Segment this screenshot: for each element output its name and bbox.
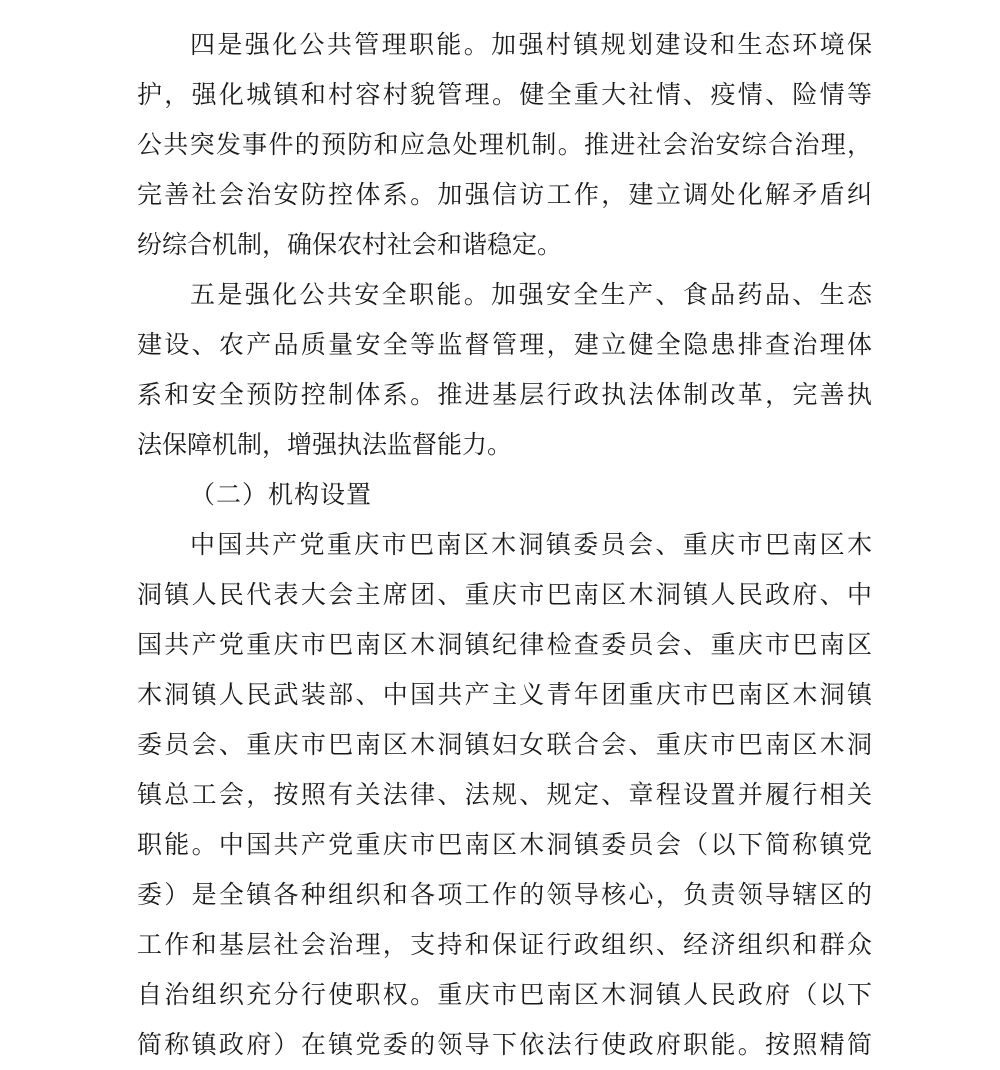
paragraph-line: 公共突发事件的预防和应急处理机制。推进社会治安综合治理， (137, 130, 872, 159)
paragraph-line: 纷综合机制，确保农村社会和谐稳定。 (137, 230, 563, 259)
section-heading: （二）机构设置 (190, 480, 373, 509)
paragraph-line: 护，强化城镇和村容村貌管理。健全重大社情、疫情、险情等 (137, 80, 872, 109)
paragraph-line: 工作和基层社会治理，支持和保证行政组织、经济组织和群众 (137, 930, 872, 959)
paragraph-line: 镇总工会，按照有关法律、法规、规定、章程设置并履行相关 (137, 780, 872, 809)
paragraph-line: 洞镇人民代表大会主席团、重庆市巴南区木洞镇人民政府、中 (137, 580, 872, 609)
paragraph-line: 法保障机制，增强执法监督能力。 (137, 430, 513, 459)
paragraph-line: 职能。中国共产党重庆市巴南区木洞镇委员会（以下简称镇党 (137, 830, 872, 859)
paragraph-line: 建设、农产品质量安全等监督管理，建立健全隐患排查治理体 (137, 330, 872, 359)
paragraph-line: 四是强化公共管理职能。加强村镇规划建设和生态环境保 (190, 30, 872, 59)
paragraph-line: 委）是全镇各种组织和各项工作的领导核心，负责领导辖区的 (137, 880, 872, 909)
paragraph-line: 五是强化公共安全职能。加强安全生产、食品药品、生态 (190, 280, 872, 309)
paragraph-line: 自治组织充分行使职权。重庆市巴南区木洞镇人民政府（以下 (137, 980, 872, 1009)
paragraph-line: 系和安全预防控制体系。推进基层行政执法体制改革，完善执 (137, 380, 872, 409)
paragraph-line: 委员会、重庆市巴南区木洞镇妇女联合会、重庆市巴南区木洞 (137, 730, 872, 759)
paragraph-line: 木洞镇人民武装部、中国共产主义青年团重庆市巴南区木洞镇 (137, 680, 872, 709)
paragraph-line: 完善社会治安防控体系。加强信访工作，建立调处化解矛盾纠 (137, 180, 872, 209)
paragraph-line: 国共产党重庆市巴南区木洞镇纪律检查委员会、重庆市巴南区 (137, 630, 872, 659)
paragraph-line: 中国共产党重庆市巴南区木洞镇委员会、重庆市巴南区木 (190, 530, 872, 559)
paragraph-line: 简称镇政府）在镇党委的领导下依法行使政府职能。按照精简 (137, 1030, 872, 1059)
